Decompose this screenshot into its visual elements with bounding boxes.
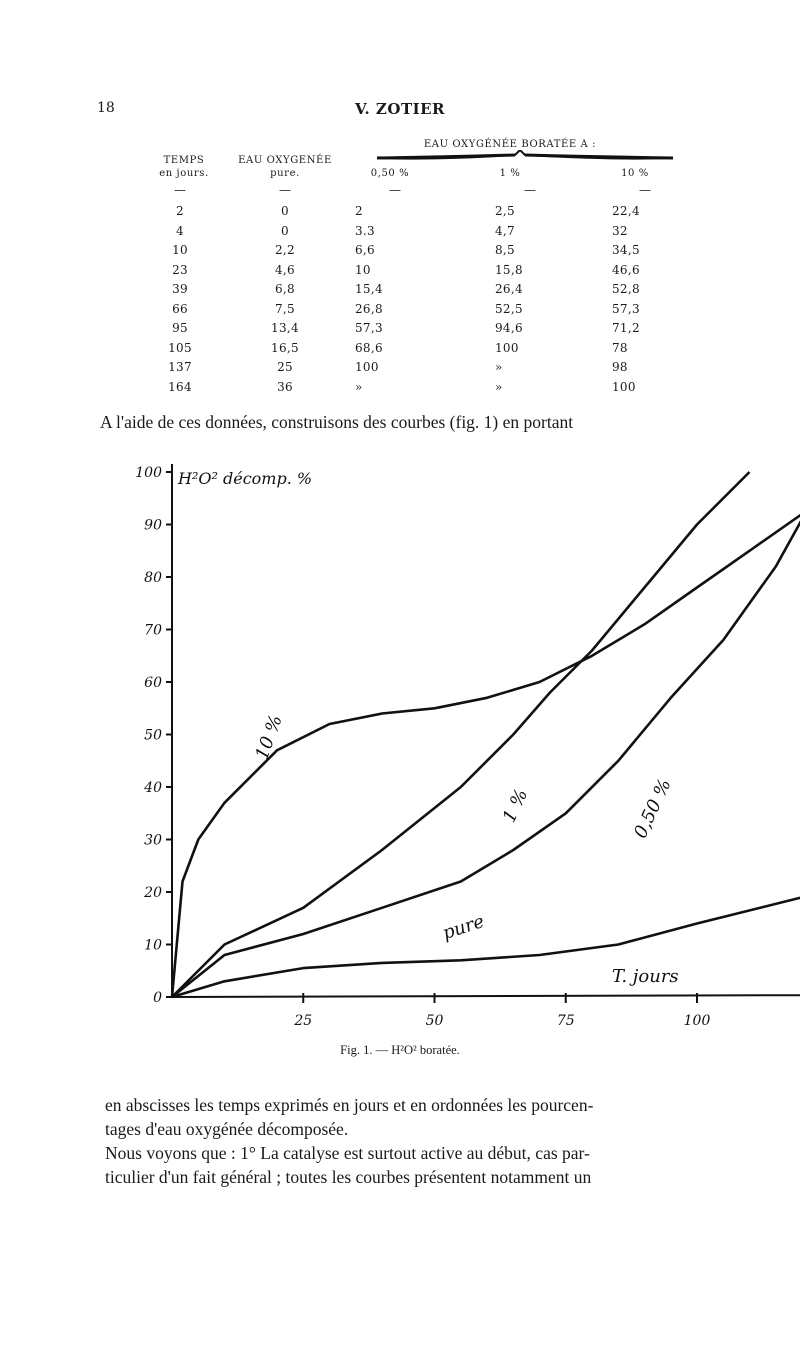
paragraph-line: Nous voyons que : 1° La catalyse est surtout active au début, cas par- — [105, 1143, 590, 1163]
x-axis-title: T. jours — [612, 966, 679, 987]
table-cell: 26,4 — [495, 282, 523, 296]
y-tick-label: 10 — [144, 937, 162, 954]
table-cell: 4 — [176, 223, 184, 238]
table-cell: » — [495, 379, 503, 394]
table-cell: 66 — [172, 301, 188, 316]
x-tick-label: 75 — [556, 1013, 575, 1029]
table-cell: 100 — [495, 340, 519, 355]
table-cell: 7,5 — [275, 301, 295, 316]
figure-caption: Fig. 1. — H²O² boratée. — [340, 1043, 460, 1057]
y-tick-label: 0 — [153, 990, 162, 1006]
table-cell: 52,8 — [612, 282, 640, 296]
y-tick-label: 60 — [144, 675, 162, 691]
dash: — — [524, 183, 536, 197]
table-cell: 3.3 — [355, 223, 375, 238]
table-cell: 0 — [281, 223, 289, 238]
paragraph-line: en abscisses les temps exprimés en jours et en ordonnées les pourcen- — [105, 1095, 594, 1115]
page-number: 18 — [97, 100, 115, 116]
col-header-pure: EAU OXYGENÉE pure. — [238, 155, 332, 179]
col-header-050: 0,50 % — [370, 168, 410, 179]
table-cell: 2 — [355, 204, 363, 218]
table-cell: 8,5 — [495, 243, 515, 257]
table-cell: 100 — [612, 379, 636, 394]
table-cell: 94,6 — [495, 321, 523, 335]
table-cell: 10 — [355, 262, 371, 277]
col-header-temps: TEMPS en jours. — [159, 155, 209, 179]
table-cell: 100 — [355, 360, 379, 374]
intro-line: A l'aide de ces données, construisons des courbes (fig. 1) en portant — [100, 412, 574, 432]
table-cell: 0 — [281, 204, 289, 218]
y-tick-label: 80 — [144, 570, 162, 586]
paragraph-line: ticulier d'un fait général ; toutes les courbes présentent notamment un — [105, 1167, 592, 1187]
col-header-1: 1 % — [499, 168, 521, 179]
table-cell: » — [355, 379, 363, 394]
table-cell: 22,4 — [612, 204, 640, 218]
table-cell: 25 — [277, 360, 293, 374]
dash: — — [174, 183, 186, 197]
table-cell: 4,6 — [275, 262, 295, 277]
table-cell: 71,2 — [612, 321, 640, 335]
table-cell: 6,8 — [275, 282, 295, 296]
table-cell: 6,6 — [355, 243, 375, 257]
table-cell: 164 — [168, 379, 192, 394]
table-cell: 78 — [612, 340, 628, 355]
table-cell: 34,5 — [612, 243, 640, 257]
table-cell: 46,6 — [612, 262, 640, 277]
paragraph-line: tages d'eau oxygénée décomposée. — [105, 1119, 349, 1139]
col-header-10: 10 % — [621, 168, 649, 179]
dash: — — [639, 183, 651, 197]
table-cell: 23 — [172, 262, 188, 277]
table-cell: 57,3 — [612, 301, 640, 316]
y-tick-label: 40 — [144, 780, 162, 796]
dash: — — [279, 183, 291, 197]
table-cell: 13,4 — [271, 321, 299, 335]
table-cell: 95 — [172, 321, 188, 335]
table-cell: 52,5 — [495, 301, 523, 316]
x-tick-label: 25 — [294, 1013, 313, 1029]
y-tick-label: 100 — [135, 465, 162, 481]
table-cell: 2,2 — [275, 243, 295, 257]
table-cell: 57,3 — [355, 321, 383, 335]
y-tick-label: 70 — [144, 622, 162, 639]
table-cell: 15,8 — [495, 262, 523, 277]
series-line — [172, 798, 800, 998]
y-tick-label: 90 — [144, 517, 162, 534]
table-cell: 39 — [172, 282, 188, 296]
x-tick-label: 100 — [683, 1013, 711, 1029]
series-label: pure — [440, 910, 487, 945]
y-axis-title: H²O² décomp. % — [178, 469, 313, 488]
table-cell: 32 — [612, 223, 628, 238]
x-tick-label: 50 — [425, 1013, 444, 1029]
y-tick-label: 20 — [144, 885, 162, 901]
y-tick-label: 30 — [144, 832, 162, 849]
x-axis — [172, 994, 800, 997]
table-cell: 26,8 — [355, 301, 383, 316]
table-cell: 4,7 — [495, 223, 515, 238]
series-label: 0,50 % — [629, 775, 676, 842]
dash: — — [389, 183, 401, 197]
table-cell: 68,6 — [355, 340, 383, 355]
body-paragraph — [105, 1093, 745, 1189]
table-cell: 2,5 — [495, 204, 515, 218]
table-cell: 10 — [172, 243, 188, 257]
running-title: V. ZOTIER — [354, 100, 446, 118]
table-cell: 98 — [612, 360, 628, 374]
series-label: 1 % — [498, 785, 533, 826]
table-cell: 105 — [168, 340, 192, 355]
table-cell: 16,5 — [271, 340, 299, 355]
table-cell: 2 — [176, 204, 184, 218]
table-cell: 15,4 — [355, 282, 383, 296]
series-label: 10 % — [251, 712, 287, 763]
y-tick-label: 50 — [144, 727, 162, 744]
table-cell: 36 — [277, 379, 293, 394]
table-group-header: EAU OXYGÉNÉE BORATÉE A : — [423, 139, 597, 150]
table-cell: » — [495, 360, 503, 374]
table-cell: 137 — [168, 360, 192, 374]
